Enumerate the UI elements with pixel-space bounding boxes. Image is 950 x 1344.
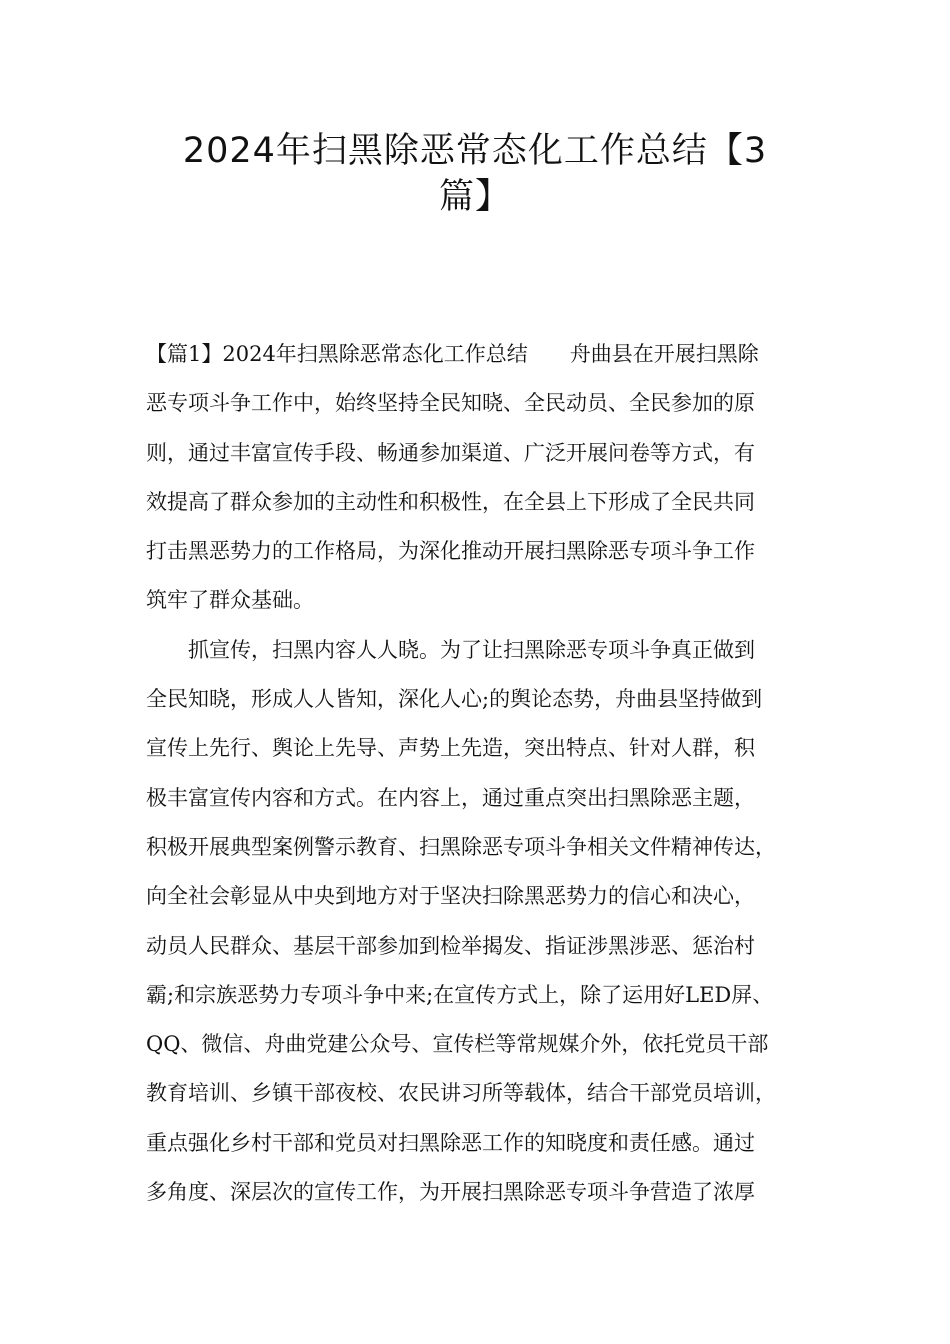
document-title (150, 128, 800, 220)
body-line: 筑牢了群众基础。 (146, 588, 314, 613)
body-line: 霸;和宗族恶势力专项斗争中来;在宣传方式上，除了运用好LED屏、 (146, 982, 774, 1007)
body-line: 效提高了群众参加的主动性和积极性，在全县上下形成了全民共同 (146, 489, 755, 514)
title-line: 2024年扫黑除恶常态化工作总结【3 (182, 131, 768, 171)
body-line: 多角度、深层次的宣传工作，为开展扫黑除恶专项斗争营造了浓厚 (146, 1180, 755, 1205)
body-line: 重点强化乡村干部和党员对扫黑除恶工作的知晓度和责任感。通过 (146, 1130, 755, 1155)
body-line: 抓宣传，扫黑内容人人晓。为了让扫黑除恶专项斗争真正做到 (146, 637, 755, 662)
body-line: 向全社会彰显从中央到地方对于坚决扫除黑恶势力的信心和决心， (146, 884, 755, 909)
body-line: 全民知晓，形成人人皆知，深化人心;的舆论态势，舟曲县坚持做到 (146, 687, 763, 712)
body-line: 宣传上先行、舆论上先导、声势上先造，突出特点、针对人群，积 (146, 736, 755, 761)
body-line: QQ、微信、舟曲党建公众号、宣传栏等常规媒介外，依托党员干部 (146, 1032, 769, 1057)
body-line: 极丰富宣传内容和方式。在内容上，通过重点突出扫黑除恶主题， (146, 785, 755, 810)
body-line: 动员人民群众、基层干部参加到检举揭发、指证涉黑涉恶、惩治村 (146, 933, 755, 958)
body-line: 积极开展典型案例警示教育、扫黑除恶专项斗争相关文件精神传达， (146, 834, 776, 859)
body-line: 恶专项斗争工作中，始终坚持全民知晓、全民动员、全民参加的原 (146, 391, 755, 416)
document-body (146, 330, 836, 1217)
body-line: 则，通过丰富宣传手段、畅通参加渠道、广泛开展问卷等方式，有 (146, 440, 755, 465)
body-line: 打击黑恶势力的工作格局，为深化推动开展扫黑除恶专项斗争工作 (146, 539, 755, 564)
title-line: 篇】 (438, 177, 511, 217)
body-line: 教育培训、乡镇干部夜校、农民讲习所等载体，结合干部党员培训， (146, 1081, 776, 1106)
body-line: 【篇1】2024年扫黑除恶常态化工作总结 舟曲县在开展扫黑除 (146, 342, 759, 366)
